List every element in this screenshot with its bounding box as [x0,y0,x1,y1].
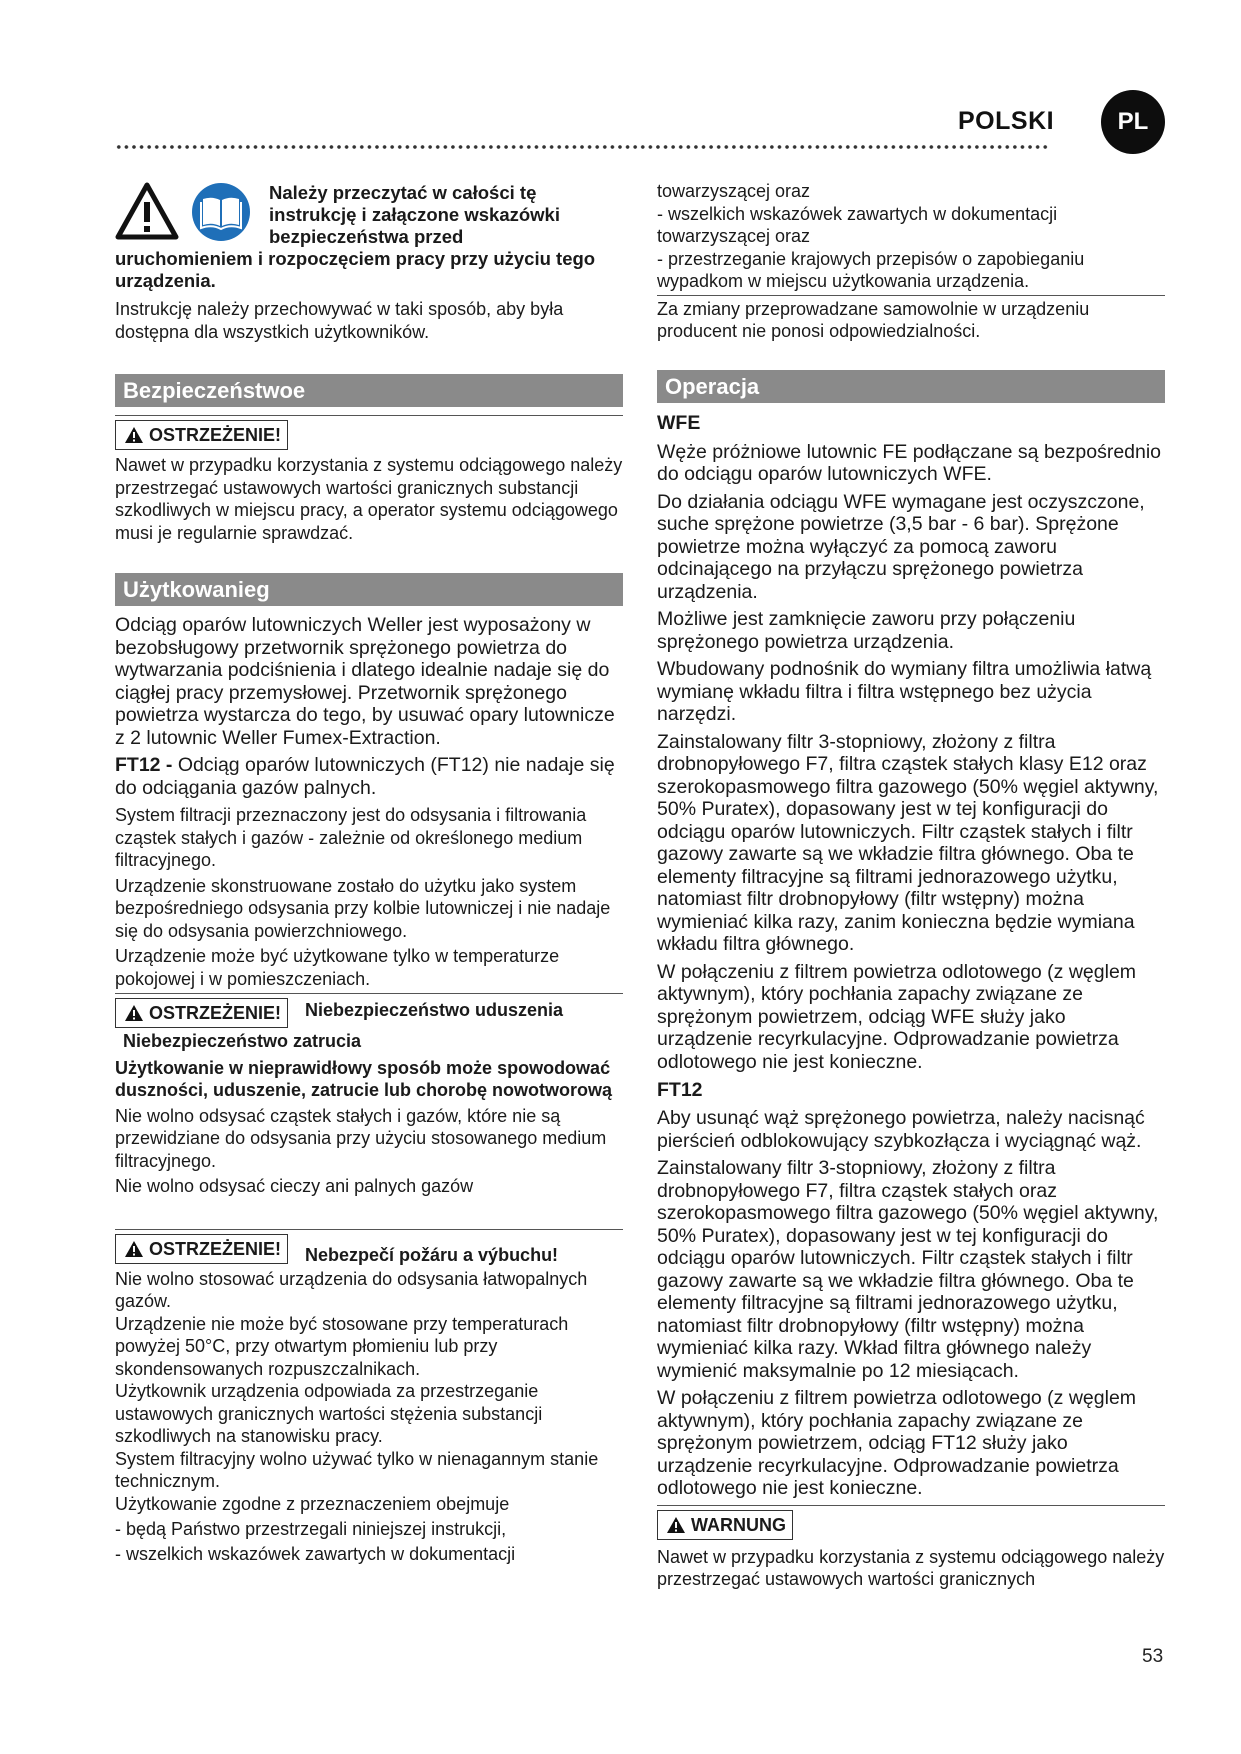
warning-label-box [115,1234,288,1264]
intro-bold-text-2: uruchomieniem i rozpoczęciem pracy przy użyciu tego urządzenia. [115,248,596,291]
intro-block [115,180,623,298]
warning-label-box [115,420,288,450]
wfe-title: WFE [657,411,701,434]
warning-triangle-icon [115,182,179,240]
ft12-title: FT12 [657,1079,703,1101]
warning-label: OSTRZEŻENIE! [149,1238,282,1259]
usage-paragraph-5: Urządzenie może być użytkowane tylko w temperaturze pokojowej i w pomieszczeniach. [115,946,560,989]
warning-label: OSTRZEŻENIE! [149,1003,282,1023]
wfe-paragraph-5: Zainstalowany filtr 3-stopniowy, złożony z filtra drobnopyłowego F7, filtra cząstek stałych klasy E12 oraz szerokopasmowego filtra gazowego (50% węgiel aktywny, 50% Puratex), dopasowany jest w tej konfiguracji do odciągu oparów lutowniczych. Filtr cząstek stałych i filtr gazowy zawarte są we wkładzie filtra głównego. Oba te elementy filtracyjne są filtrami jednorazowego użytku, natomiast filtr drobnopyłowy (filtr wstępny) można wymieniać kilka razy, zanim konieczna będzie wymiana wkładu filtra głównego. [657,730,1159,955]
warning-3-paragraph-2: Urządzenie nie może być stosowane przy temperaturach powyżej 50°C, przy otwartym płomieniu lub przy skondensowanych rozpuszczalnikach. [115,1313,569,1379]
warning-3-list-item-1: - będą Państwo przestrzegali niniejszej instrukcji, [115,1519,507,1539]
language-badge [1101,90,1165,154]
language-label: POLSKI [958,107,1055,135]
warning-banner-3 [115,1229,623,1266]
warning-banner-1 [115,415,623,452]
storage-note: Instrukcję należy przechowywać w taki sposób, aby była dostępna dla wszystkich użytkowników. [115,299,564,342]
warning-3-paragraph-1: Nie wolno stosować urządzenia do odsysania łatwopalnych gazów. [115,1268,588,1311]
warning-2-paragraph-1: Nie wolno odsysać cząstek stałych i gazów, które nie są przewidziane do odsysania przy użyciu stosowanego medium filtracyjnego. [115,1105,607,1171]
right-top-line-1: towarzyszącej oraz [657,181,811,201]
warning-3-paragraph-3: Użytkownik urządzenia odpowiada za przestrzeganie ustawowych granicznych wartości stężenia substancji szkodliwych na stanowisku pracy. [115,1381,543,1446]
right-column [657,180,1165,1594]
warning-icon [124,1240,144,1258]
safety-warning-text: Nawet w przypadku korzystania z systemu odciągowego należy przestrzegać ustawowych wartości granicznych substancji szkodliwych w miejscu pracy, a operator systemu odciągowego musi je regularnie sprawdzać. [115,455,623,543]
page-number: 53 [1142,1646,1164,1667]
language-badge-label: PL [1117,108,1149,135]
right-top-line-3: - przestrzeganie krajowych przepisów o zapobieganiu wypadkom w miejscu użytkowania urządzenia. [657,248,1085,291]
left-column [115,180,623,1565]
ft12-paragraph-2: Zainstalowany filtr 3-stopniowy, złożony z filtra drobnopyłowego F7, filtra cząstek stałych oraz szerokopasmowego filtra gazowego (50% węgiel aktywny, 50% Puratex), dopasowany jest w tej konfiguracji do odciągu oparów lutowniczych. Filtr cząstek stałych i filtr gazowy zawarte są we wkładzie filtra głównego. Oba te elementy filtracyjne są filtrami jednorazowego użytku, natomiast filtr drobnopyłowy (filtr wstępny) można wymieniać kilka razy. Wkład filtra głównego należy wymienić maksymalnie po 12 miesiącach. [657,1157,1159,1382]
section-heading-usage: Użytkowanieg [115,573,623,606]
operation-warning-text: Nawet w przypadku korzystania z systemu odciągowego należy przestrzegać ustawowych wartości granicznych [657,1546,1165,1589]
warning-2-paragraph-2: Nie wolno odsysać cieczy ani palnych gazów [115,1176,474,1196]
warning-icon [666,1516,686,1534]
section-heading-operation: Operacja [657,370,1165,403]
warning-title-suffocation: Niebezpieczeństwo uduszenia [305,1000,564,1020]
warning-icon [124,426,144,444]
warning-banner-2 [115,993,623,1030]
wfe-paragraph-2: Do działania odciągu WFE wymagane jest oczyszczone, suche sprężone powietrze (3,5 bar - 6 bar). Sprężone powietrze można wyłączyć za pomocą zaworu odcinającego na przyłączu sprężonego powietrza urządzenia. [657,490,1145,603]
warning-label: WARNUNG [691,1514,786,1535]
warning-banner-4 [657,1505,1165,1542]
usage-paragraph-2 [115,754,623,799]
warning-label-box [657,1510,793,1540]
warning-3-list-item-2: - wszelkich wskazówek zawartych w dokumentacji [115,1543,516,1564]
warning-3-paragraph-5: Użytkowanie zgodne z przeznaczeniem obejmuje [115,1493,510,1514]
warning-label-box [115,998,288,1028]
warning-title-poisoning: Niebezpieczeństwo zatrucia [123,1031,362,1051]
warning-title-fire: Nebezpečí požáru a výbuchu! [305,1244,559,1265]
right-top-line-2: - wszelkich wskazówek zawartych w dokumentacji towarzyszącej oraz [657,203,1058,246]
read-manual-icon [191,182,251,242]
warning-icon [124,1004,144,1022]
warning-2-bold-text: Użytkowanie w nieprawidłowy sposób może spowodować duszności, uduszenie, zatrucie lub chorobę nowotworową [115,1057,613,1100]
usage-paragraph-1: Odciąg oparów lutowniczych Weller jest wyposażony w bezobsługowy przetwornik sprężonego powietrza do wytwarzania podciśnienia i dlatego idealnie nadaje się do ciągłej pracy przemysłowej. Przetwornik sprężonego powietrza wystarcza do tego, by usuwać opary lutownicze z 2 lutownic Weller Fumex-Extraction. [115,614,615,749]
wfe-paragraph-3: Możliwe jest zamknięcie zaworu przy połączeniu sprężonego powietrza urządzenia. [657,608,1076,653]
divider-rule [657,295,1165,296]
warning-3-paragraph-4: System filtracyjny wolno używać tylko w nienagannym stanie technicznym. [115,1448,599,1491]
usage-paragraph-3: System filtracji przeznaczony jest do odsysania i filtrowania cząstek stałych i gazów - zależnie od określonego medium filtracyjnego. [115,805,587,870]
wfe-paragraph-4: Wbudowany podnośnik do wymiany filtra umożliwia łatwą wymianę wkładu filtra i filtra wstępnego bez użycia narzędzi. [657,658,1152,725]
ft12-paragraph-3: W połączeniu z filtrem powietrza odlotowego (z węglem aktywnym), który pochłania zapachy związane ze sprężonym powietrzem, odciąg FT12 służy jako urządzenie recyrkulacyjne. Odprowadzanie powietrza odlotowego nie jest konieczne. [657,1387,1137,1499]
usage-paragraph-4: Urządzenie skonstruowane zostało do użytku jako system bezpośredniego odsysania przy kolbie lutowniczej i nie nadaje się do odsysania powierzchniowego. [115,875,611,941]
intro-bold-text: Należy przeczytać w całości tę instrukcję i załączone wskazówki bezpieczeństwa przed [269,182,560,247]
dotted-divider [115,144,1050,150]
ft12-paragraph-1: Aby usunąć wąż sprężonego powietrza, należy nacisnąć pierścień odblokowujący szybkozłącza i wyciągnąć wąż. [657,1107,1145,1152]
warning-label: OSTRZEŻENIE! [149,425,282,445]
ft12-text: Odciąg oparów lutowniczych (FT12) nie nadaje się do odciągania gazów palnych. [115,754,615,799]
disclaimer-text: Za zmiany przeprowadzane samowolnie w urządzeniu producent nie ponosi odpowiedzialności. [657,298,1090,341]
ft12-label: FT12 - [115,754,173,776]
wfe-paragraph-1: Węże próżniowe lutownic FE podłączane są bezpośrednio do odciągu oparów lutowniczych WFE. [657,440,1162,485]
section-heading-safety: Bezpieczeństwoe [115,374,623,407]
wfe-paragraph-6: W połączeniu z filtrem powietrza odlotowego (z węglem aktywnym), który pochłania zapachy związane ze sprężonym powietrzem, odciąg WFE służy jako urządzenie recyrkulacyjne. Odprowadzanie powietrza odlotowego nie jest konieczne. [657,960,1137,1073]
